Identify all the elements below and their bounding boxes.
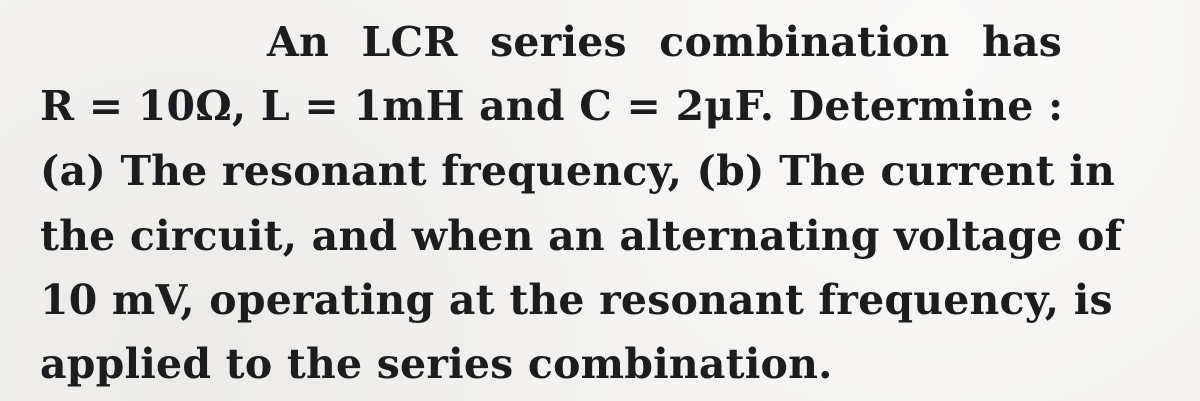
problem-line-1: An LCR series combination has: [267, 18, 1062, 66]
problem-line-6: applied to the series combination.: [40, 340, 833, 388]
problem-line-3: (a) The resonant frequency, (b) The current in: [40, 147, 1116, 195]
problem-line-2: R = 10Ω, L = 1mH and C = 2μF. Determine :: [40, 82, 1064, 130]
problem-line-5: 10 mV, operating at the resonant frequency, is: [40, 276, 1113, 324]
problem-line-4: the circuit, and when an alternating voltage of: [40, 212, 1123, 260]
